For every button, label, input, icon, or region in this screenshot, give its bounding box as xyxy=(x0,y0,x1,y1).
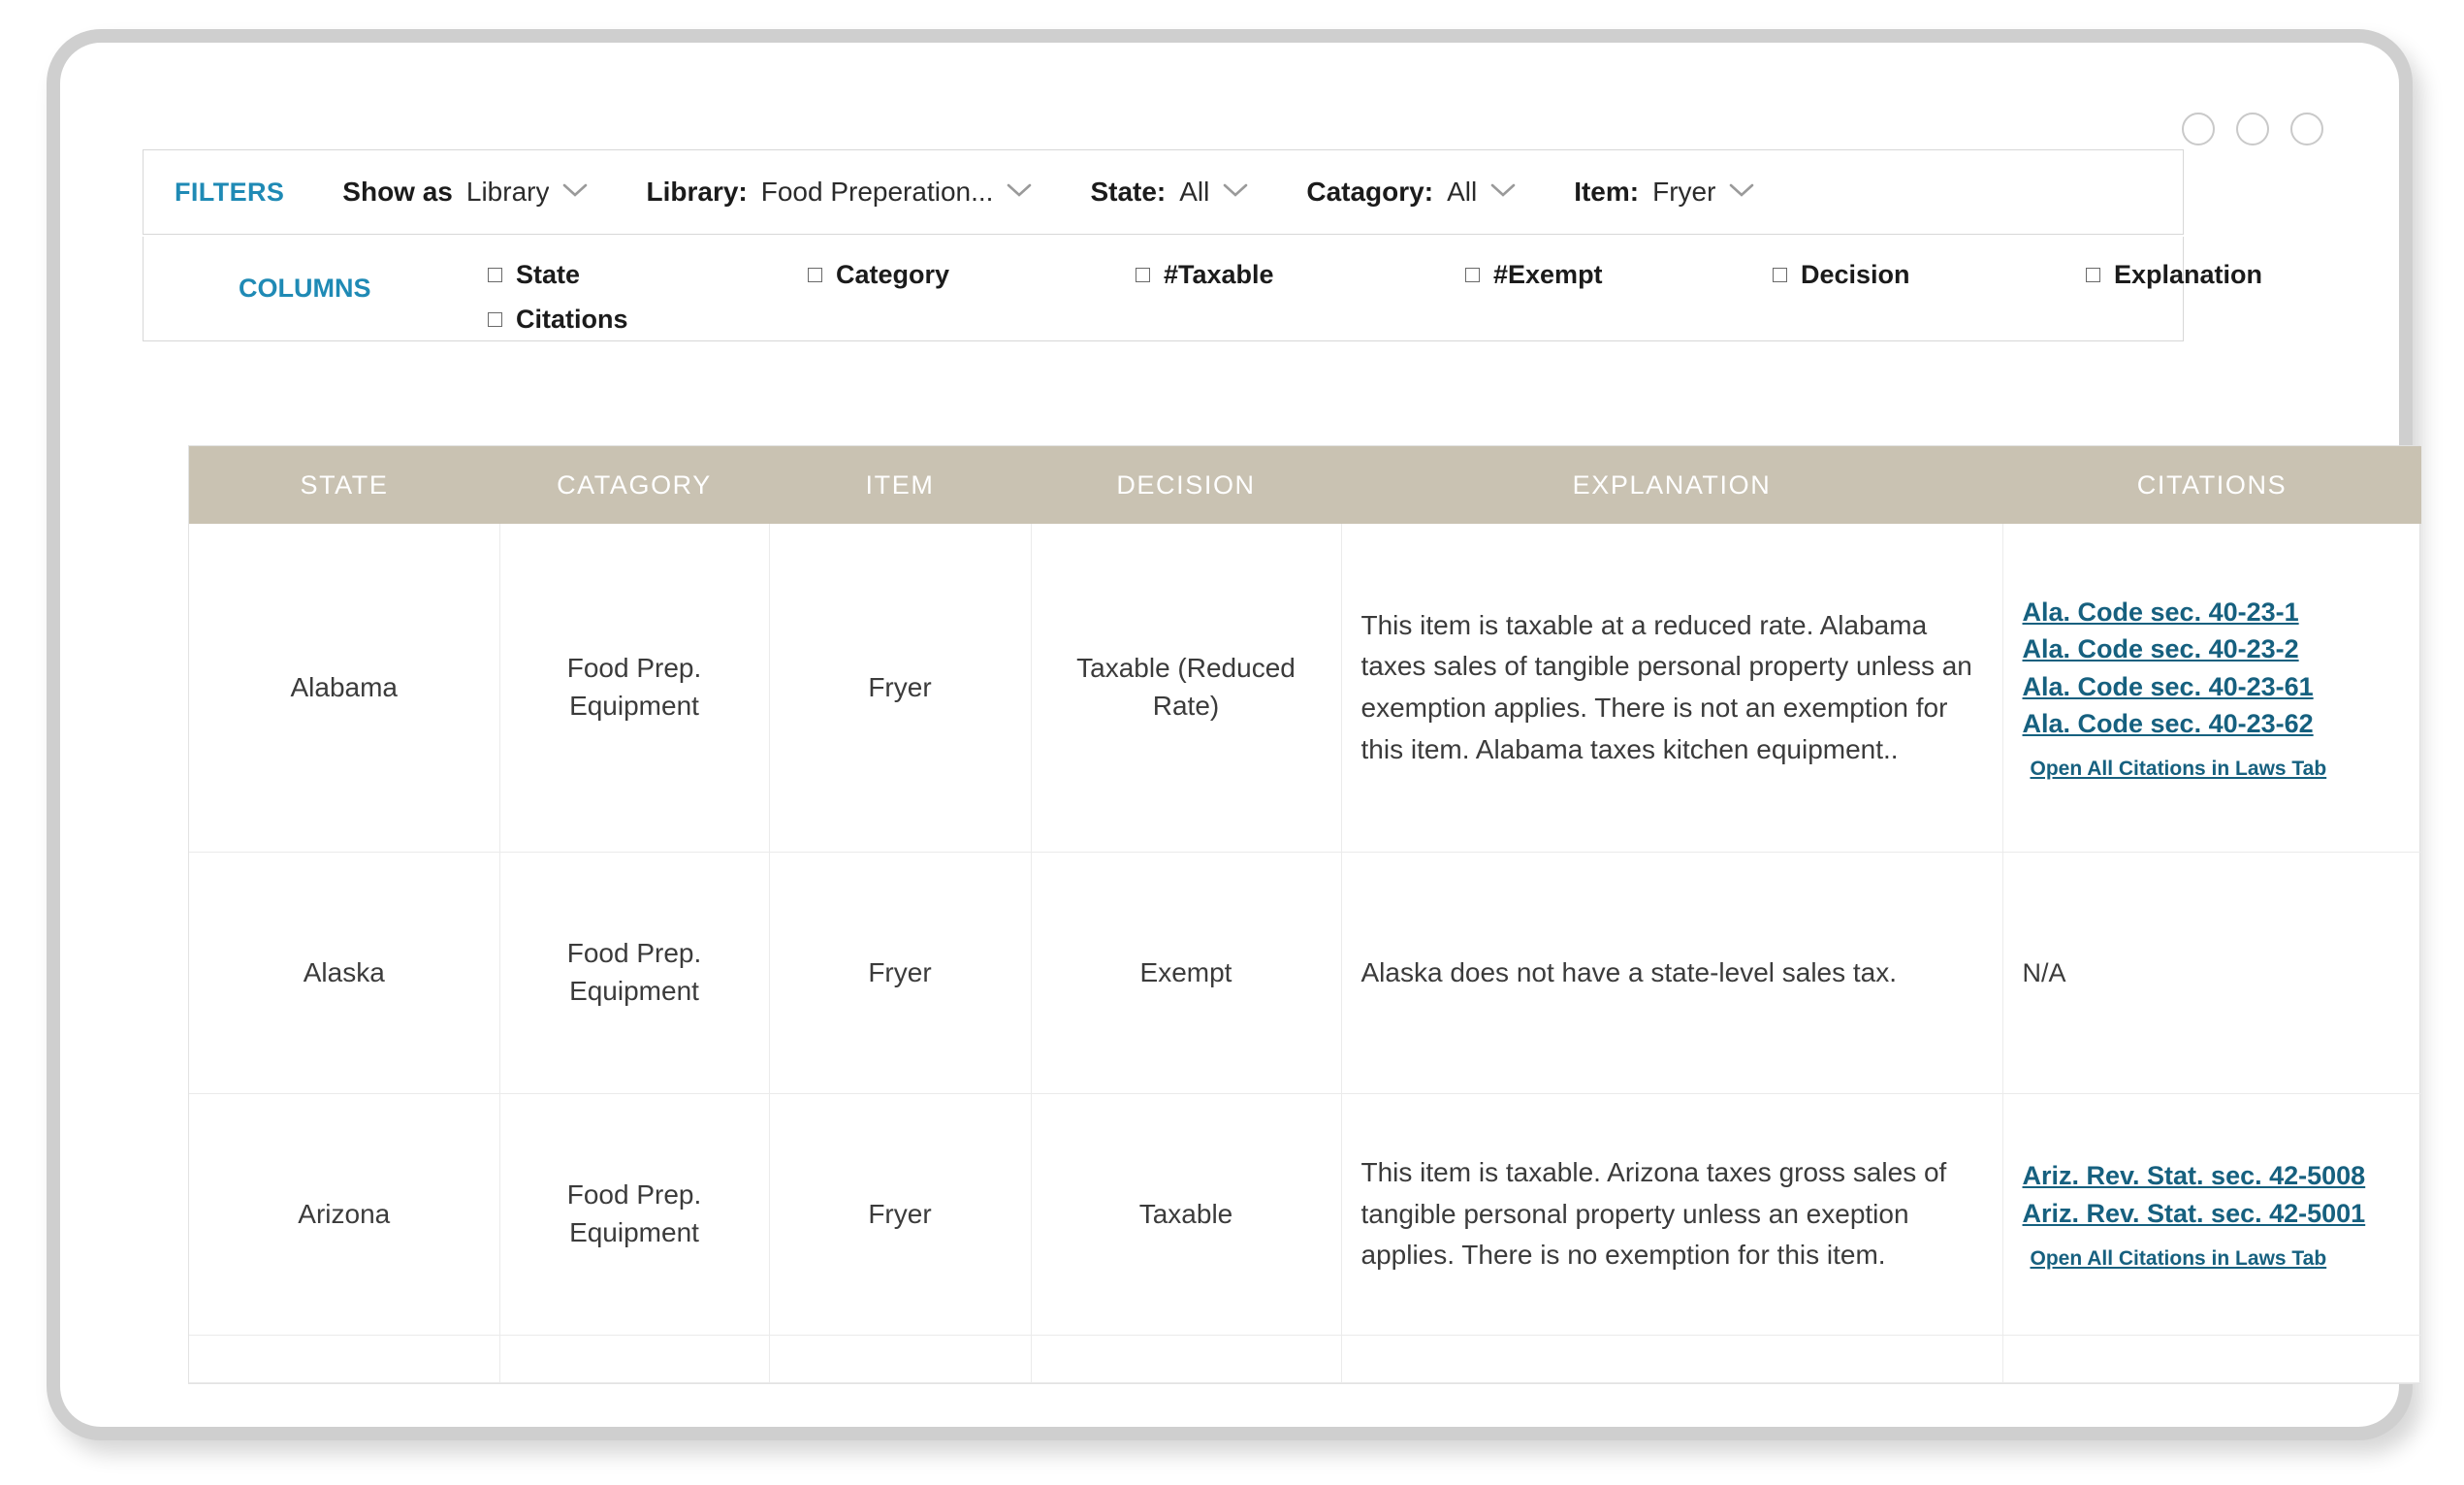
cell-citations xyxy=(2002,1336,2421,1383)
filter-show-as-value: Library xyxy=(465,177,550,207)
cell-category xyxy=(499,1336,769,1383)
filter-library[interactable] xyxy=(646,177,1032,208)
window-minimize-icon[interactable] xyxy=(2182,113,2215,145)
open-all-citations-link[interactable]: Open All Citations in Laws Tab xyxy=(2030,1246,2327,1270)
citation-not-available: N/A xyxy=(2022,958,2066,987)
filter-show-as-label: Show as xyxy=(342,177,453,207)
cell-item: Fryer xyxy=(769,853,1031,1094)
column-toggle-decision-label: Decision xyxy=(1801,260,1910,289)
filter-category-value: All xyxy=(1447,177,1478,207)
column-toggle-explanation[interactable] xyxy=(2086,260,2262,290)
results-table xyxy=(188,445,2420,1384)
column-toggle-citations[interactable] xyxy=(488,305,628,335)
cell-citations xyxy=(2002,524,2421,853)
columns-bar xyxy=(143,237,2263,341)
table-row[interactable] xyxy=(189,1094,2421,1336)
cell-citations xyxy=(2002,853,2421,1094)
columns-label: COLUMNS xyxy=(239,274,371,303)
citation-link[interactable]: Ariz. Rev. Stat. sec. 42-5001 xyxy=(2022,1198,2366,1228)
table-header-row xyxy=(189,446,2421,524)
cell-decision xyxy=(1031,1336,1341,1383)
cell-item: Fryer xyxy=(769,1094,1031,1336)
column-header-catagory[interactable]: CATAGORY xyxy=(499,446,769,524)
filter-state-value: All xyxy=(1179,177,1210,207)
column-toggle-exempt-label: #Exempt xyxy=(1493,260,1603,289)
cell-state: Alaska xyxy=(189,853,499,1094)
filter-item[interactable] xyxy=(1574,177,1754,208)
cell-category: Food Prep. Equipment xyxy=(499,524,769,853)
column-toggle-category-label: Category xyxy=(836,260,950,289)
column-toggle-taxable[interactable] xyxy=(1136,260,1274,290)
cell-decision: Taxable xyxy=(1031,1094,1341,1336)
open-all-citations-link[interactable]: Open All Citations in Laws Tab xyxy=(2030,758,2327,781)
cell-explanation: This item is taxable at a reduced rate. Alabama taxes sales of tangible personal property unless an exemption applies. There is not an exemption for this item. Alabama taxes kitchen equipment.. xyxy=(1341,524,2002,853)
chevron-down-icon[interactable] xyxy=(1223,182,1248,198)
chevron-down-icon[interactable] xyxy=(562,182,588,198)
citation-link[interactable]: Ala. Code sec. 40-23-62 xyxy=(2022,708,2314,738)
citation-link[interactable]: Ariz. Rev. Stat. sec. 42-5008 xyxy=(2022,1161,2366,1191)
cell-decision: Exempt xyxy=(1031,853,1341,1094)
column-header-decision[interactable]: DECISION xyxy=(1031,446,1341,524)
checkbox-icon[interactable] xyxy=(1773,268,1787,282)
filter-library-label: Library: xyxy=(646,177,748,207)
checkbox-icon[interactable] xyxy=(1136,268,1150,282)
filter-show-as[interactable] xyxy=(342,177,588,208)
filter-state-label: State: xyxy=(1090,177,1167,207)
column-toggle-exempt[interactable] xyxy=(1465,260,1603,290)
cell-explanation xyxy=(1341,1336,2002,1383)
chevron-down-icon[interactable] xyxy=(1729,182,1754,198)
citation-link[interactable]: Ala. Code sec. 40-23-61 xyxy=(2022,671,2314,701)
filters-bar xyxy=(143,149,2184,235)
column-header-citations[interactable]: CITATIONS xyxy=(2002,446,2421,524)
table-row[interactable] xyxy=(189,1336,2421,1383)
cell-explanation: Alaska does not have a state-level sales tax. xyxy=(1341,853,2002,1094)
cell-item: Fryer xyxy=(769,524,1031,853)
column-toggle-explanation-label: Explanation xyxy=(2114,260,2263,289)
cell-category: Food Prep. Equipment xyxy=(499,1094,769,1336)
column-toggle-category[interactable] xyxy=(808,260,949,290)
cell-category: Food Prep. Equipment xyxy=(499,853,769,1094)
checkbox-icon[interactable] xyxy=(2086,268,2100,282)
cell-explanation: This item is taxable. Arizona taxes gross sales of tangible personal property unless an exeption applies. There is no exemption for this item. xyxy=(1341,1094,2002,1336)
column-toggle-state[interactable] xyxy=(488,260,580,290)
table-row[interactable] xyxy=(189,524,2421,853)
checkbox-icon[interactable] xyxy=(1465,268,1480,282)
filter-item-label: Item: xyxy=(1574,177,1640,207)
column-header-item[interactable]: ITEM xyxy=(769,446,1031,524)
checkbox-icon[interactable] xyxy=(488,268,502,282)
column-toggle-decision[interactable] xyxy=(1773,260,1910,290)
app-window xyxy=(47,29,2413,1440)
column-toggle-citations-label: Citations xyxy=(516,305,628,334)
checkbox-icon[interactable] xyxy=(808,268,822,282)
filter-state[interactable] xyxy=(1090,177,1248,208)
column-toggle-state-label: State xyxy=(516,260,581,289)
citation-link[interactable]: Ala. Code sec. 40-23-1 xyxy=(2022,597,2299,627)
cell-decision: Taxable (Reduced Rate) xyxy=(1031,524,1341,853)
cell-state: Alabama xyxy=(189,524,499,853)
cell-citations xyxy=(2002,1094,2421,1336)
column-header-state[interactable]: STATE xyxy=(189,446,499,524)
checkbox-icon[interactable] xyxy=(488,312,502,327)
filter-category-label: Catagory: xyxy=(1306,177,1434,207)
citation-link[interactable]: Ala. Code sec. 40-23-2 xyxy=(2022,634,2299,664)
column-header-explanation[interactable]: EXPLANATION xyxy=(1341,446,2002,524)
table-row[interactable] xyxy=(189,853,2421,1094)
window-close-icon[interactable] xyxy=(2290,113,2323,145)
cell-state: Arizona xyxy=(189,1094,499,1336)
filter-library-value: Food Preperation... xyxy=(760,177,994,207)
chevron-down-icon[interactable] xyxy=(1490,182,1516,198)
filter-item-value: Fryer xyxy=(1652,177,1716,207)
chevron-down-icon[interactable] xyxy=(1007,182,1032,198)
window-maximize-icon[interactable] xyxy=(2236,113,2269,145)
cell-item xyxy=(769,1336,1031,1383)
filter-category[interactable] xyxy=(1306,177,1516,208)
filters-label: FILTERS xyxy=(175,177,285,207)
column-toggle-taxable-label: #Taxable xyxy=(1164,260,1274,289)
window-controls xyxy=(2182,113,2323,145)
cell-state xyxy=(189,1336,499,1383)
